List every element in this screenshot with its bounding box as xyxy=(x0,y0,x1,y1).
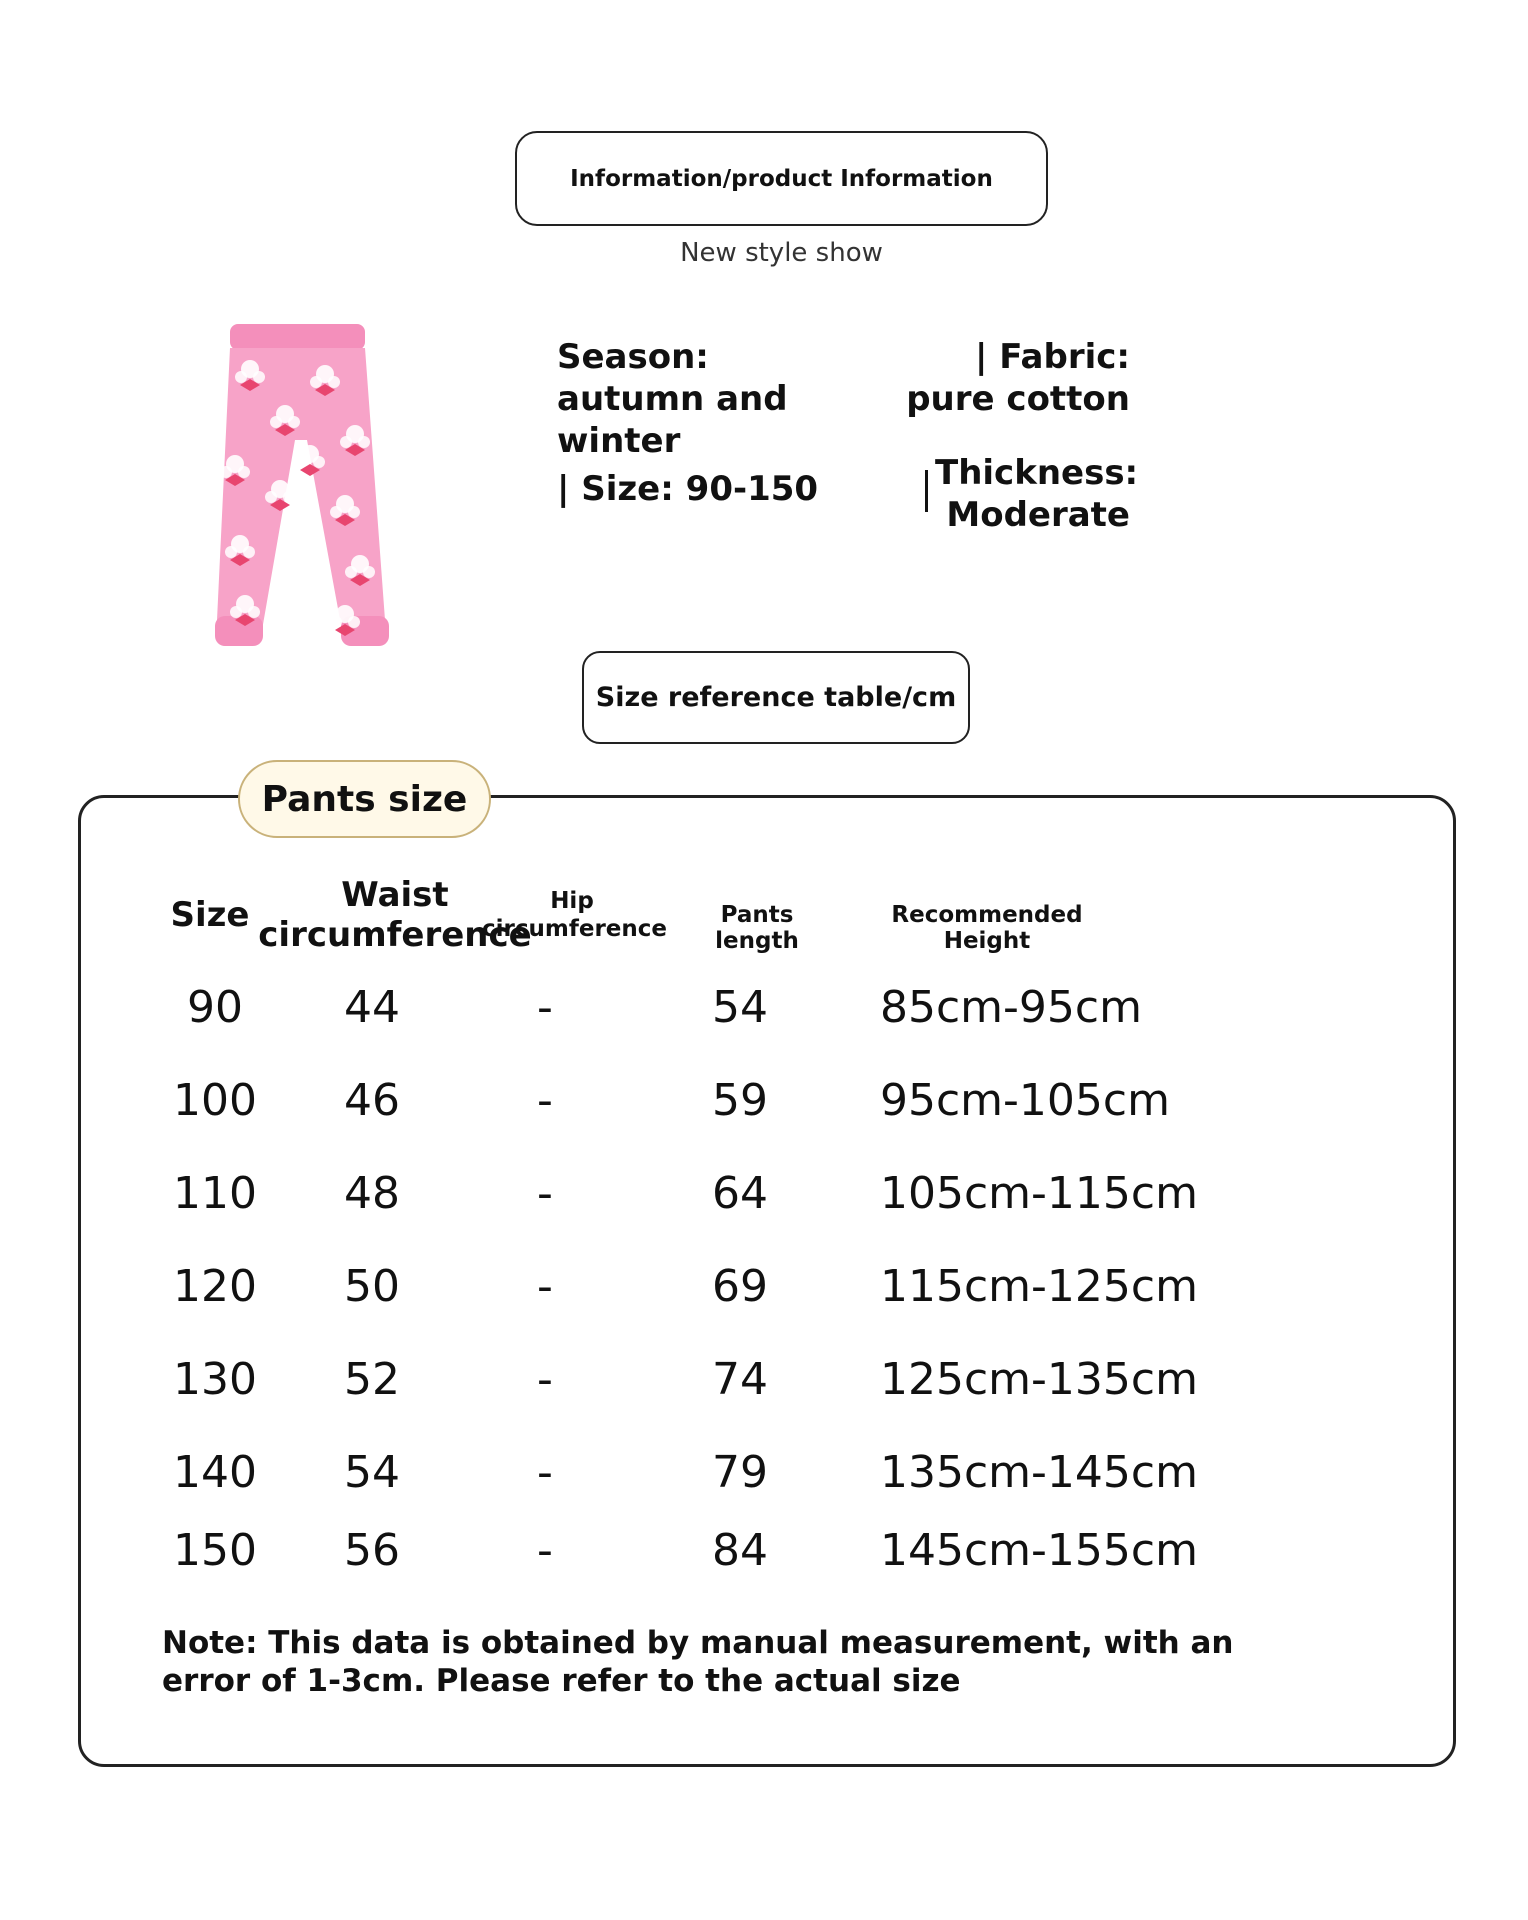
attribute-size: | Size: 90-150 xyxy=(557,469,819,509)
cell-waist: 52 xyxy=(344,1354,400,1405)
cell-waist: 44 xyxy=(344,982,400,1033)
header-height: Recommended Height xyxy=(891,902,1083,954)
header-size: Size xyxy=(170,895,250,935)
cell-hip: - xyxy=(537,982,553,1033)
cell-length: 59 xyxy=(712,1075,768,1126)
table-row xyxy=(0,1350,1528,1410)
measurement-note: Note: This data is obtained by manual measurement, with an error of 1-3cm. Please refer to the actual size xyxy=(162,1625,1234,1699)
cell-size: 110 xyxy=(173,1168,257,1219)
cell-size: 100 xyxy=(173,1075,257,1126)
attribute-divider xyxy=(925,470,928,512)
table-row xyxy=(0,1521,1528,1581)
cell-hip: - xyxy=(537,1447,553,1498)
cell-length: 64 xyxy=(712,1168,768,1219)
table-row xyxy=(0,1071,1528,1131)
header-subtitle: New style show xyxy=(680,238,883,268)
cell-waist: 46 xyxy=(344,1075,400,1126)
cell-height: 85cm-95cm xyxy=(880,982,1142,1033)
cell-waist: 48 xyxy=(344,1168,400,1219)
size-reference-label: Size reference table/cm xyxy=(595,682,957,713)
cell-waist: 54 xyxy=(344,1447,400,1498)
table-row xyxy=(0,1164,1528,1224)
cell-size: 140 xyxy=(173,1447,257,1498)
cell-size: 120 xyxy=(173,1261,257,1312)
cell-size: 150 xyxy=(173,1525,257,1576)
table-row xyxy=(0,1443,1528,1503)
header-pill xyxy=(515,131,1048,226)
cell-height: 135cm-145cm xyxy=(880,1447,1198,1498)
cell-hip: - xyxy=(537,1525,553,1576)
pants-product-image xyxy=(195,320,405,665)
cell-hip: - xyxy=(537,1168,553,1219)
cell-waist: 56 xyxy=(344,1525,400,1576)
cell-length: 84 xyxy=(712,1525,768,1576)
cell-length: 79 xyxy=(712,1447,768,1498)
cell-height: 145cm-155cm xyxy=(880,1525,1198,1576)
attribute-season: Season: autumn and winter xyxy=(557,337,788,461)
header-waist: Waist circumference xyxy=(258,875,532,955)
pants-size-label: Pants size xyxy=(261,778,468,820)
header-title: Information/product Information xyxy=(570,165,993,192)
header-hip: Hip circumference xyxy=(482,888,667,942)
size-reference-pill xyxy=(582,651,970,744)
cell-height: 115cm-125cm xyxy=(880,1261,1198,1312)
cell-height: 95cm-105cm xyxy=(880,1075,1170,1126)
table-row xyxy=(0,1257,1528,1317)
cell-hip: - xyxy=(537,1075,553,1126)
cell-hip: - xyxy=(537,1261,553,1312)
cell-hip: - xyxy=(537,1354,553,1405)
cell-size: 90 xyxy=(187,982,243,1033)
cell-height: 105cm-115cm xyxy=(880,1168,1198,1219)
attribute-thickness: Thickness: Moderate xyxy=(935,453,1139,535)
cell-waist: 50 xyxy=(344,1261,400,1312)
cell-length: 74 xyxy=(712,1354,768,1405)
cell-length: 54 xyxy=(712,982,768,1033)
table-row xyxy=(0,978,1528,1038)
attribute-fabric: | Fabric: pure cotton xyxy=(906,337,1130,419)
header-length: Pants length xyxy=(715,902,799,954)
cell-size: 130 xyxy=(173,1354,257,1405)
cell-height: 125cm-135cm xyxy=(880,1354,1198,1405)
cell-length: 69 xyxy=(712,1261,768,1312)
pants-size-tab xyxy=(238,760,491,838)
